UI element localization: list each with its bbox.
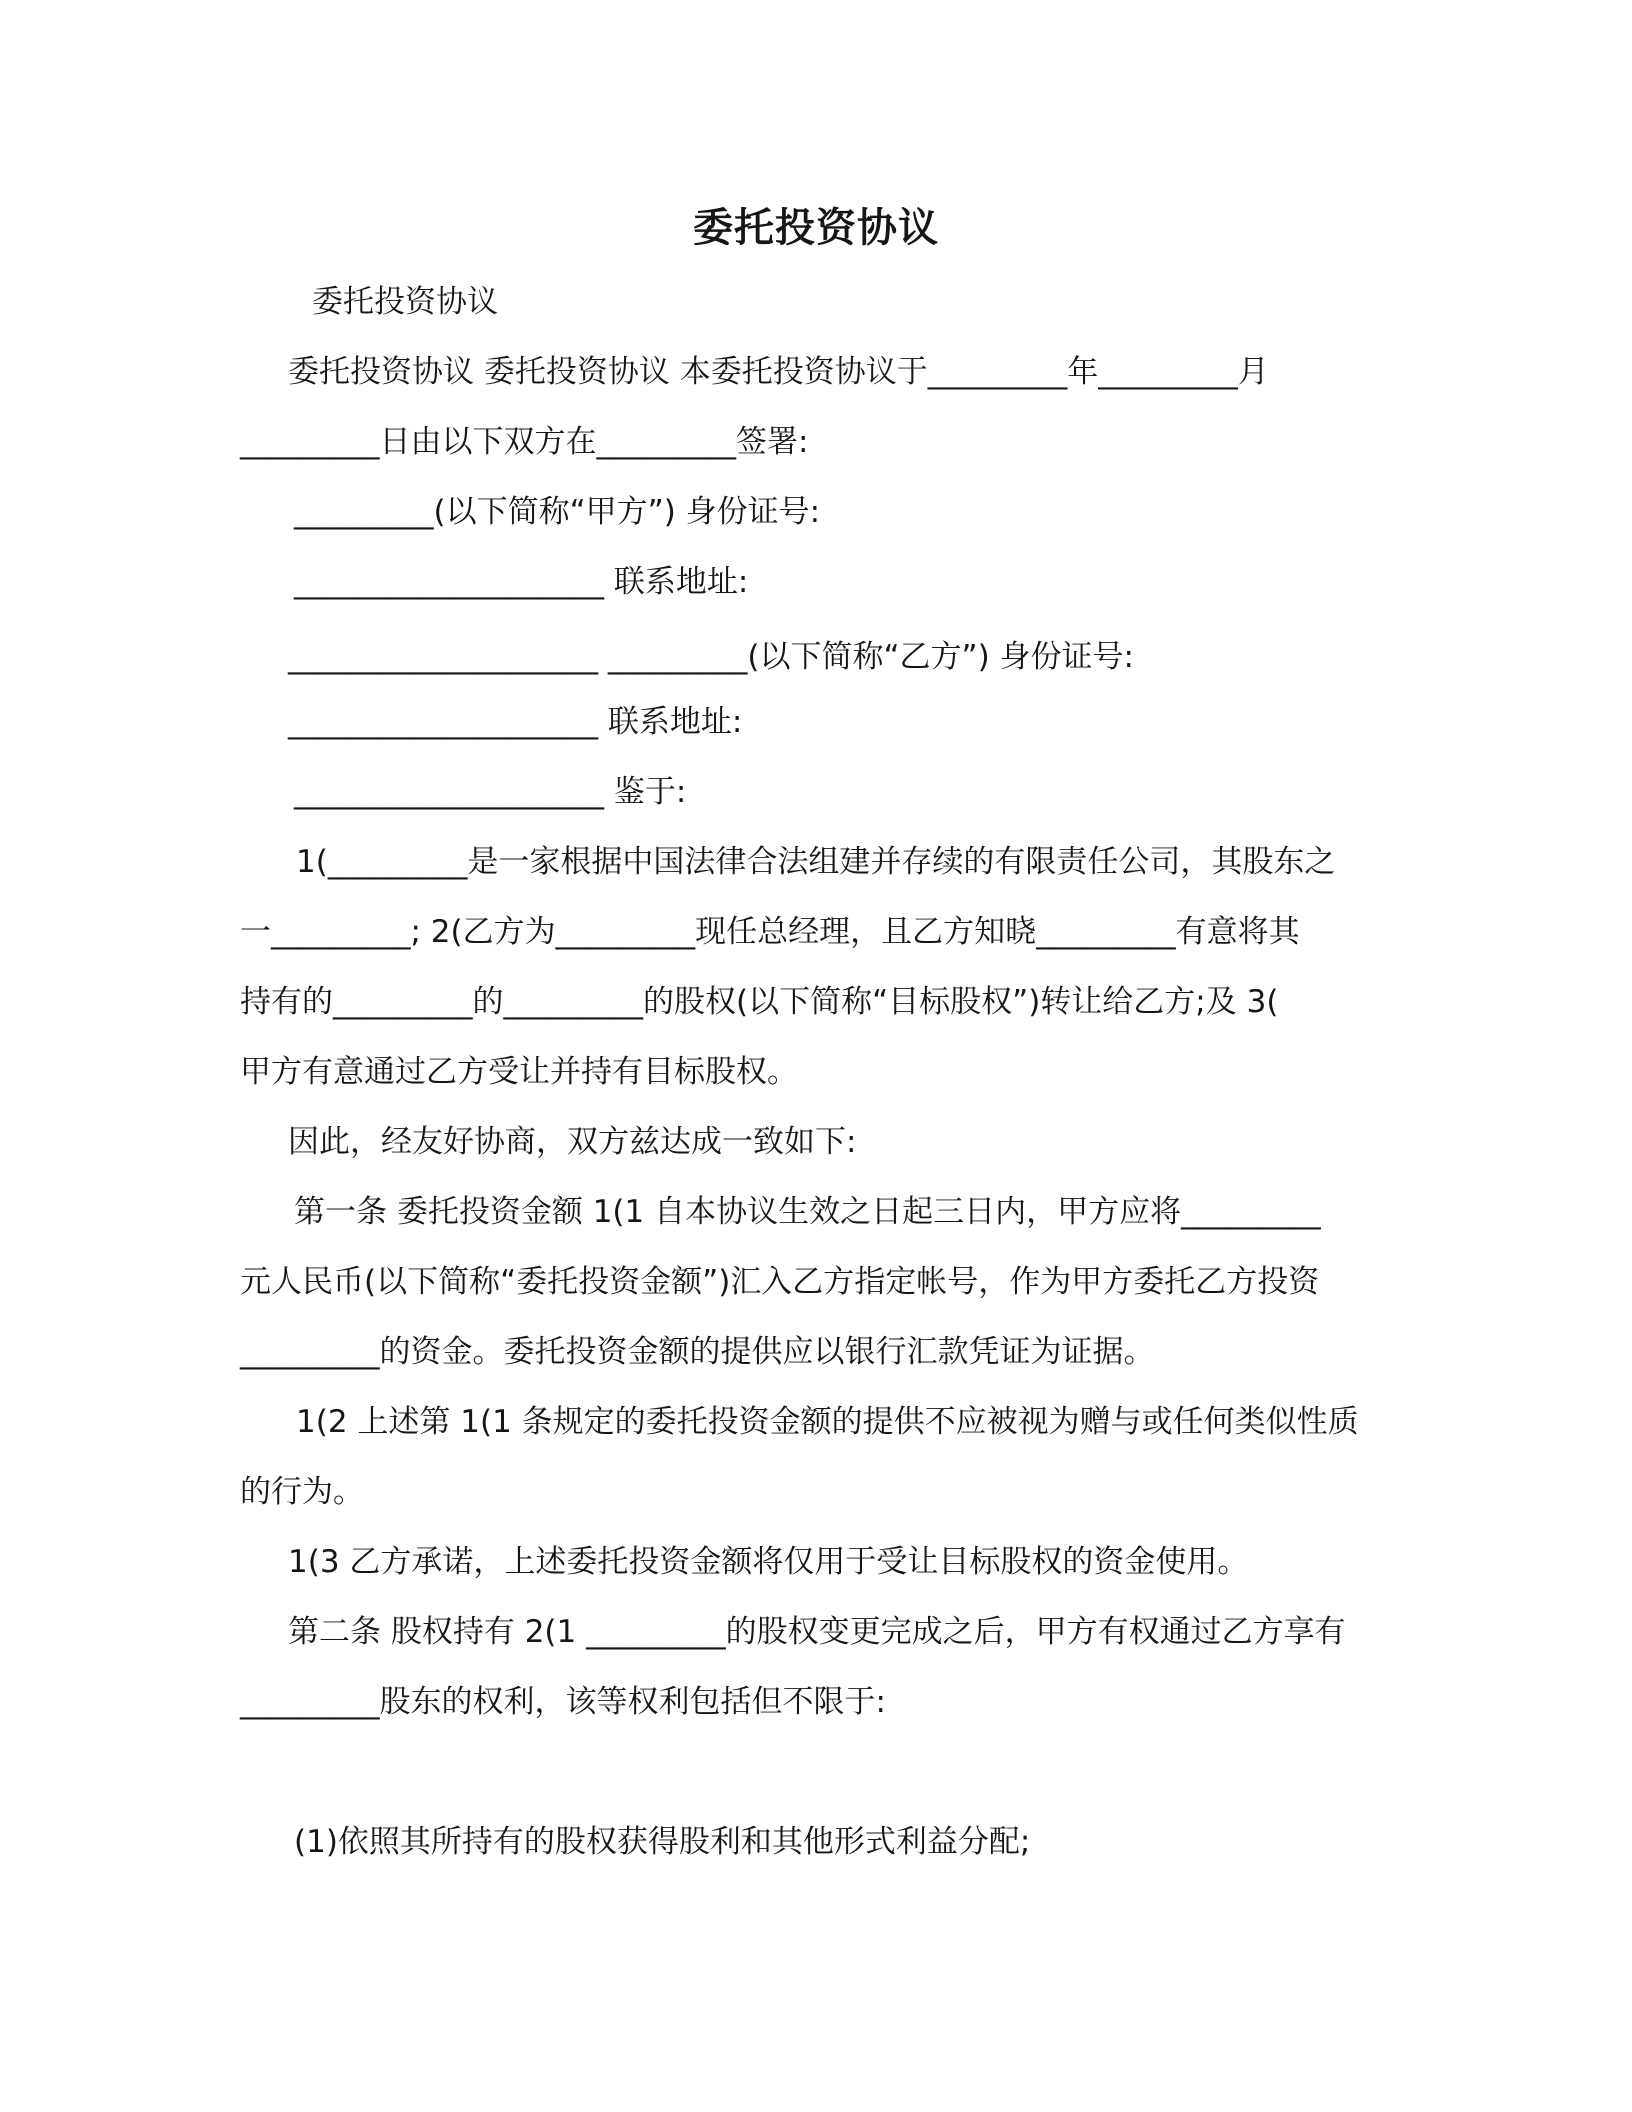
paragraph-line: 1(3 乙方承诺，上述委托投资金额将仅用于受让目标股权的资金使用。 bbox=[288, 1544, 1249, 1580]
document-title: 委托投资协议 bbox=[693, 205, 939, 251]
list-item: (1)依照其所持有的股权获得股利和其他形式利益分配; bbox=[294, 1824, 1031, 1860]
paragraph-line: ____________________ _________(以下简称“乙方”) 身份证号: bbox=[288, 639, 1134, 675]
paragraph-line: _________(以下简称“甲方”) 身份证号: bbox=[294, 494, 821, 530]
paragraph-line: 委托投资协议 委托投资协议 本委托投资协议于_________年_________月 bbox=[288, 354, 1269, 390]
article-1-heading-line: 第一条 委托投资金额 1(1 自本协议生效之日起三日内，甲方应将_________ bbox=[294, 1194, 1321, 1230]
paragraph-line: _________的资金。委托投资金额的提供应以银行汇款凭证为证据。 bbox=[240, 1334, 1155, 1370]
paragraph-line: 1(_________是一家根据中国法律合法组建并存续的有限责任公司，其股东之 bbox=[296, 844, 1336, 880]
paragraph-line: ____________________ 联系地址: bbox=[294, 564, 749, 600]
paragraph-line: _________日由以下双方在_________签署: bbox=[240, 424, 809, 460]
article-2-heading-line: 第二条 股权持有 2(1 _________的股权变更完成之后，甲方有权通过乙方享有 bbox=[288, 1614, 1346, 1650]
paragraph-line: 的行为。 bbox=[240, 1474, 364, 1510]
paragraph-line: 持有的_________的_________的股权(以下简称“目标股权”)转让给乙方;及 3( bbox=[240, 984, 1279, 1020]
paragraph-line: 元人民币(以下简称“委托投资金额”)汇入乙方指定帐号，作为甲方委托乙方投资 bbox=[240, 1264, 1320, 1300]
paragraph-line: 因此，经友好协商，双方兹达成一致如下: bbox=[288, 1124, 857, 1160]
paragraph-line: _________股东的权利，该等权利包括但不限于: bbox=[240, 1684, 886, 1720]
document-subtitle: 委托投资协议 bbox=[312, 284, 498, 320]
paragraph-line: 1(2 上述第 1(1 条规定的委托投资金额的提供不应被视为赠与或任何类似性质 bbox=[296, 1404, 1359, 1440]
paragraph-line: 一_________; 2(乙方为_________现任总经理，且乙方知晓_________有意将其 bbox=[240, 914, 1300, 950]
paragraph-line: ____________________ 鉴于: bbox=[294, 774, 687, 810]
paragraph-line: 甲方有意通过乙方受让并持有目标股权。 bbox=[240, 1054, 798, 1090]
paragraph-line: ____________________ 联系地址: bbox=[288, 704, 743, 740]
